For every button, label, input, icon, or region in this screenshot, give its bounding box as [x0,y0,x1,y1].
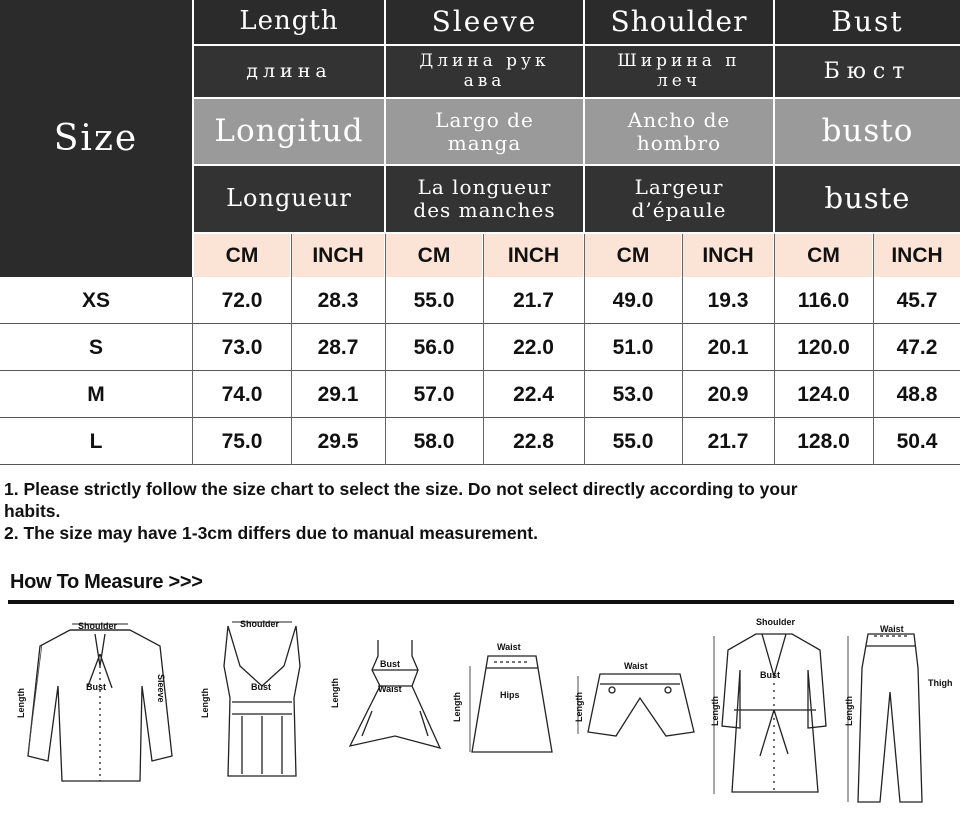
value-cell: 20.1 [707,335,749,359]
length-header-es: Longitud [194,99,384,164]
value-cell: 51.0 [612,335,654,359]
note-1-line-1: 1. Please strictly follow the size chart to select the size. Do not select directly according to your [4,479,798,499]
size-notes [4,478,954,544]
value-cell: 28.7 [317,335,359,359]
value-cell: 48.8 [896,382,938,406]
label-length: Length [452,692,462,722]
label-waist: Waist [624,661,648,671]
value-cell: 45.7 [896,288,938,312]
unit-bust-cm: CM [775,234,872,277]
shoulder-header-es-line1: Ancho de [627,107,731,132]
value-cell: 28.3 [317,288,359,312]
shorts-illustration [578,674,694,736]
sleeve-header-fr-line2: des manches [413,198,556,222]
size-cell: L [89,429,103,453]
note-1-line-2: habits. [4,501,61,521]
trousers-illustration [848,634,922,802]
size-cell: M [87,382,105,406]
skirt-illustration [470,656,552,752]
value-cell: 55.0 [413,288,455,312]
shoulder-header-fr [585,166,773,232]
value-cell: 50.4 [896,429,938,453]
label-bust: Bust [86,682,106,692]
how-to-measure-title: How To Measure >>> [10,571,203,593]
unit-sleeve-inch: INCH [484,234,583,277]
label-waist: Waist [378,684,402,694]
size-header: Size [0,0,192,277]
size-cell: S [88,335,103,359]
value-cell: 120.0 [797,335,850,359]
shoulder-header-fr-line1: Largeur [634,175,724,199]
value-cell: 29.5 [317,429,359,453]
value-cell: 55.0 [612,429,654,453]
shoulder-header-ru-line1: Ширина п [617,50,741,71]
sleeve-header-en: Sleeve [386,0,583,44]
label-waist: Waist [880,624,904,634]
table-row [0,277,960,324]
unit-shoulder-cm: CM [585,234,681,277]
label-waist: Waist [497,642,521,652]
blouse-illustration [28,624,172,781]
coat-illustration [714,634,826,794]
value-cell: 74.0 [221,382,263,406]
label-length: Length [330,678,340,708]
shoulder-header-ru-line2: леч [656,70,702,91]
table-row [0,371,960,418]
label-length: Length [574,692,584,722]
label-sleeve: Sleeve [156,674,166,703]
sleeve-header-ru-line2: ава [463,70,506,91]
label-bust: Bust [251,682,271,692]
value-cell: 73.0 [221,335,263,359]
label-bust: Bust [760,670,780,680]
sleeve-header-ru-line1: Длина рук [419,50,550,71]
value-cell: 22.8 [513,429,554,453]
value-cell: 116.0 [797,288,850,312]
value-cell: 75.0 [221,429,263,453]
length-header-ru: длина [194,46,384,97]
shoulder-header-es [585,99,773,164]
label-length: Length [710,696,720,726]
section-divider [8,600,954,604]
unit-length-cm: CM [194,234,290,277]
label-length: Length [16,688,26,718]
table-row [0,324,960,371]
shoulder-header-fr-line2: d’épaule [631,198,727,222]
label-shoulder: Shoulder [78,621,118,631]
size-chart-header [0,0,960,277]
value-cell: 29.1 [317,382,359,406]
label-bust: Bust [380,659,400,669]
grid-line [682,234,683,465]
length-header-fr: Longueur [194,166,384,232]
value-cell: 21.7 [707,429,749,453]
value-cell: 19.3 [707,288,749,312]
label-length: Length [200,688,210,718]
sleeve-header-es [386,99,583,164]
grid-line [873,234,874,465]
grid-line [192,277,193,465]
sleeve-header-fr-line1: La longueur [417,175,552,199]
grid-line [291,234,292,465]
how-to-measure-illustrations [0,606,960,816]
value-cell: 57.0 [413,382,455,406]
label-thigh: Thigh [928,678,953,688]
note-2: 2. The size may have 1-3cm differs due to manual measurement. [4,523,538,543]
sleeve-header-es-line1: Largo de [435,107,534,132]
label-shoulder: Shoulder [240,619,280,629]
grid-line [774,234,775,465]
value-cell: 56.0 [413,335,455,359]
bust-header-en: Bust [775,0,960,44]
unit-sleeve-cm: CM [386,234,482,277]
label-length: Length [844,696,854,726]
value-cell: 128.0 [797,429,850,453]
grid-line [385,234,386,465]
length-header-en: Length [194,0,384,44]
table-row [0,418,960,465]
value-cell: 20.9 [707,382,749,406]
bust-header-fr: buste [775,166,960,232]
unit-bust-inch: INCH [874,234,960,277]
value-cell: 22.4 [513,382,554,406]
strap-dress-illustration [350,640,440,748]
value-cell: 47.2 [896,335,938,359]
value-cell: 124.0 [797,382,850,406]
grid-line [584,234,585,465]
value-cell: 22.0 [513,335,554,359]
grid-line [483,234,484,465]
value-cell: 72.0 [221,288,263,312]
sleeve-header-fr [386,166,583,232]
shoulder-header-es-line2: hombro [636,130,722,155]
shoulder-header-ru [585,46,773,97]
value-cell: 58.0 [413,429,455,453]
label-hips: Hips [500,690,520,700]
size-cell: XS [81,288,110,312]
label-shoulder: Shoulder [756,617,796,627]
value-cell: 53.0 [612,382,654,406]
value-cell: 49.0 [612,288,654,312]
unit-shoulder-inch: INCH [683,234,773,277]
tank-top-illustration [224,622,300,776]
unit-length-inch: INCH [292,234,384,277]
value-cell: 21.7 [513,288,554,312]
bust-header-es: busto [775,99,960,164]
shoulder-header-en: Shoulder [585,0,773,44]
bust-header-ru: Бюст [775,46,960,97]
sleeve-header-es-line2: manga [447,130,522,155]
sleeve-header-ru [386,46,583,97]
